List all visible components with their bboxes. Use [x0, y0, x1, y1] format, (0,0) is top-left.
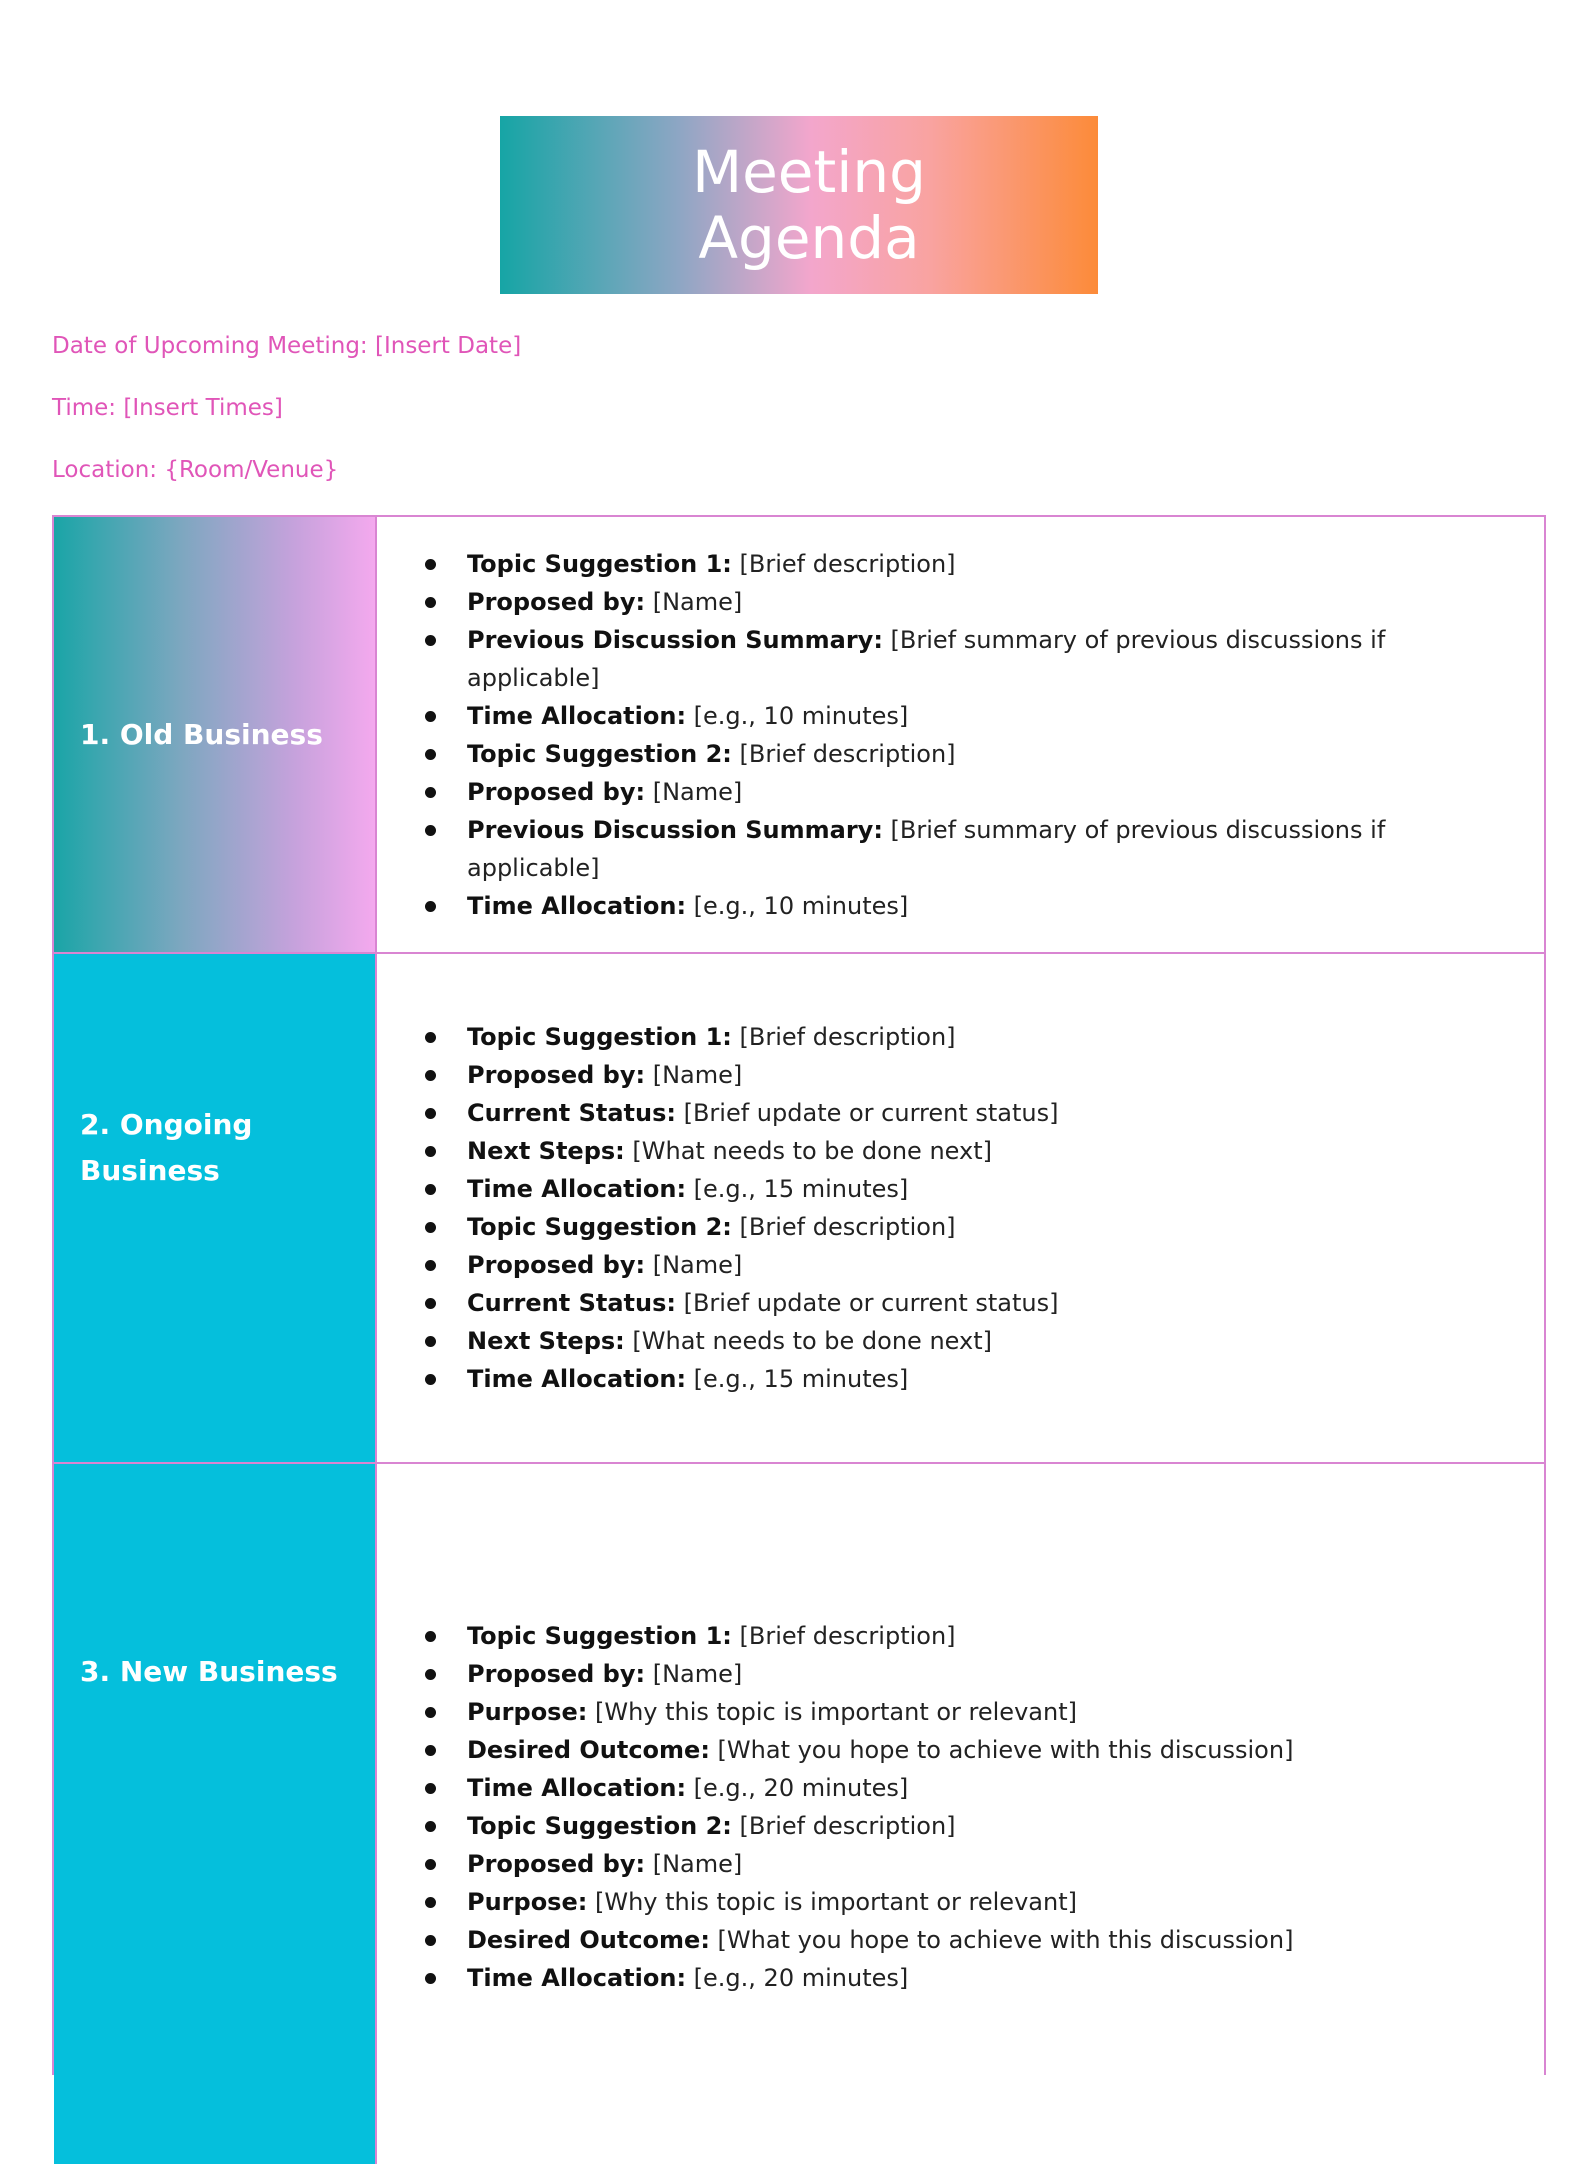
agenda-item-label: Next Steps: [467, 1327, 625, 1355]
agenda-item-value: [What needs to be done next] [624, 1327, 992, 1355]
agenda-item-label: Proposed by: [467, 1061, 646, 1089]
agenda-item [425, 1693, 1293, 1731]
agenda-item-value: [Name] [645, 1251, 743, 1279]
section-label-cell [54, 517, 375, 952]
agenda-item [425, 1360, 1059, 1398]
agenda-item [425, 583, 1484, 621]
agenda-item-value: [What you hope to achieve with this discussion] [709, 1926, 1294, 1954]
agenda-item-value: [Brief description] [731, 1622, 956, 1650]
agenda-item-label: Topic Suggestion 1: [467, 1622, 732, 1650]
agenda-item [425, 1883, 1293, 1921]
agenda-item-label: Time Allocation: [467, 1175, 687, 1203]
page-title-line-1: Meeting [692, 138, 926, 206]
bullet-list [377, 545, 1544, 925]
agenda-item-value: [Brief description] [731, 549, 956, 578]
agenda-item-value: [e.g., 15 minutes] [686, 1175, 909, 1203]
agenda-item-label: Time Allocation: [467, 701, 687, 730]
agenda-item-value: [Brief update or current status] [675, 1099, 1059, 1127]
agenda-item-label: Purpose: [467, 1698, 588, 1726]
agenda-item-value: [Name] [645, 587, 743, 616]
page-title-line-2: Agenda [698, 204, 920, 272]
agenda-item-value: [Brief summary of previous discussions if applicable] [467, 625, 1386, 692]
meeting-location: Location: {Room/Venue} [52, 457, 339, 483]
agenda-item-label: Topic Suggestion 2: [467, 1213, 732, 1241]
agenda-item [425, 1322, 1059, 1360]
agenda-item [425, 773, 1484, 811]
agenda-item-label: Previous Discussion Summary: [467, 815, 883, 844]
agenda-item [425, 1845, 1293, 1883]
agenda-item-value: [Brief summary of previous discussions if applicable] [467, 815, 1386, 882]
bullet-list [377, 1018, 1119, 1398]
section-ongoing-business [54, 954, 1544, 1464]
agenda-item-label: Proposed by: [467, 777, 646, 806]
agenda-item [425, 1769, 1293, 1807]
agenda-item [425, 1132, 1059, 1170]
agenda-item-value: [Name] [645, 777, 743, 806]
agenda-item-value: [Brief update or current status] [675, 1289, 1059, 1317]
agenda-item-value: [e.g., 20 minutes] [686, 1964, 909, 1992]
agenda-item [425, 545, 1484, 583]
section-old-business [54, 517, 1544, 954]
page-title [599, 139, 1019, 271]
agenda-item-label: Next Steps: [467, 1137, 625, 1165]
agenda-item-label: Desired Outcome: [467, 1926, 710, 1954]
agenda-item-value: [e.g., 15 minutes] [686, 1365, 909, 1393]
agenda-item [425, 1959, 1293, 1997]
agenda-item [425, 1921, 1293, 1959]
agenda-item-value: [Brief description] [731, 1812, 956, 1840]
section-content-cell [375, 954, 1544, 1462]
agenda-item-value: [e.g., 10 minutes] [686, 701, 909, 730]
section-label: 3. New Business [80, 1654, 338, 1688]
agenda-item-label: Time Allocation: [467, 891, 687, 920]
agenda-item [425, 1170, 1059, 1208]
agenda-item-value: [What needs to be done next] [624, 1137, 992, 1165]
agenda-item-value: [Name] [645, 1850, 743, 1878]
agenda-item [425, 887, 1484, 925]
agenda-item [425, 621, 1484, 697]
section-content-cell [375, 517, 1544, 952]
agenda-item [425, 1246, 1059, 1284]
agenda-item-label: Previous Discussion Summary: [467, 625, 883, 654]
agenda-item-label: Current Status: [467, 1289, 676, 1317]
agenda-item [425, 1284, 1059, 1322]
agenda-item-label: Time Allocation: [467, 1964, 687, 1992]
agenda-item [425, 1807, 1293, 1845]
agenda-item [425, 1018, 1059, 1056]
agenda-item-label: Desired Outcome: [467, 1736, 710, 1764]
title-banner [500, 116, 1098, 294]
agenda-item [425, 697, 1484, 735]
section-label-cell [54, 954, 375, 1462]
agenda-item-label: Topic Suggestion 2: [467, 739, 732, 768]
agenda-item-label: Proposed by: [467, 1660, 646, 1688]
bullet-list [377, 1617, 1353, 1997]
agenda-item-label: Topic Suggestion 2: [467, 1812, 732, 1840]
agenda-item [425, 1094, 1059, 1132]
agenda-item-label: Topic Suggestion 1: [467, 1023, 732, 1051]
section-content-cell [375, 1464, 1544, 2164]
agenda-item-label: Current Status: [467, 1099, 676, 1127]
agenda-item [425, 1056, 1059, 1094]
agenda-item [425, 811, 1484, 887]
agenda-item-value: [Why this topic is important or relevant] [587, 1888, 1077, 1916]
section-new-business [54, 1464, 1544, 2164]
agenda-item-label: Time Allocation: [467, 1774, 687, 1802]
agenda-item-label: Proposed by: [467, 1251, 646, 1279]
agenda-item-value: [Why this topic is important or relevant] [587, 1698, 1077, 1726]
agenda-item [425, 1208, 1059, 1246]
agenda-item-value: [Brief description] [731, 739, 956, 768]
agenda-table [52, 515, 1546, 2075]
agenda-item-label: Time Allocation: [467, 1365, 687, 1393]
agenda-item-label: Proposed by: [467, 1850, 646, 1878]
agenda-item-label: Proposed by: [467, 587, 646, 616]
agenda-item-value: [e.g., 20 minutes] [686, 1774, 909, 1802]
agenda-item [425, 1655, 1293, 1693]
agenda-item-label: Purpose: [467, 1888, 588, 1916]
section-label: 1. Old Business [80, 717, 323, 751]
agenda-item-value: [Brief description] [731, 1213, 956, 1241]
agenda-item [425, 1731, 1293, 1769]
agenda-item-value: [Brief description] [731, 1023, 956, 1051]
agenda-item-value: [Name] [645, 1061, 743, 1089]
meeting-time: Time: [Insert Times] [52, 395, 283, 421]
section-label-cell [54, 1464, 375, 2164]
agenda-item-value: [Name] [645, 1660, 743, 1688]
meeting-date: Date of Upcoming Meeting: [Insert Date] [52, 333, 522, 359]
agenda-item-value: [e.g., 10 minutes] [686, 891, 909, 920]
agenda-item-label: Topic Suggestion 1: [467, 549, 732, 578]
agenda-item [425, 735, 1484, 773]
agenda-item [425, 1617, 1293, 1655]
section-label: 2. Ongoing Business [80, 1108, 253, 1187]
agenda-item-value: [What you hope to achieve with this discussion] [709, 1736, 1294, 1764]
